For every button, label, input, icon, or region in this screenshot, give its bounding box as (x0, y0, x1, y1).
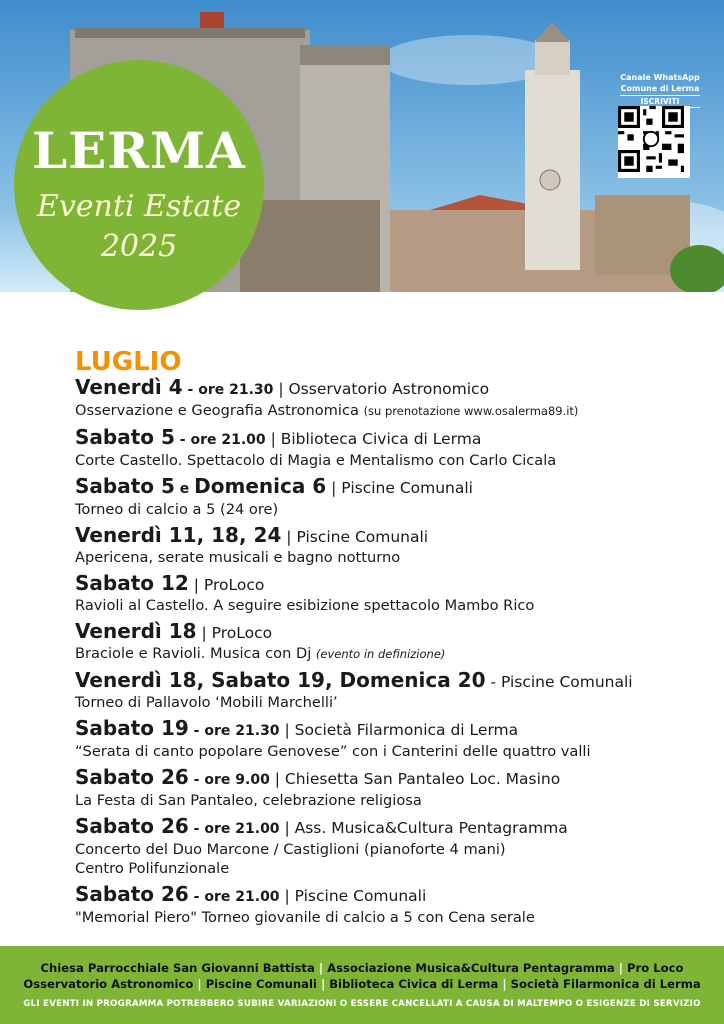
event-item (75, 524, 715, 567)
footer-line-1: Chiesa Parrocchiale San Giovanni Battista | Associazione Musica&Cultura Pentagramma | Pro Loco (40, 961, 684, 975)
event-desc: Braciole e Ravioli. Musica con Dj (75, 645, 316, 662)
whatsapp-label (610, 72, 710, 108)
event-day: Sabato 12 (75, 571, 189, 595)
event-day: Sabato 5 (75, 474, 175, 498)
title-badge (14, 60, 264, 310)
events-list (75, 348, 715, 932)
event-day: Sabato 26 (75, 882, 189, 906)
qr-code-icon (618, 106, 684, 172)
event-desc: Ravioli al Castello. A seguire esibizione spettacolo Mambo Rico (75, 597, 535, 614)
event-day: Venerdì 18 (75, 619, 197, 643)
whatsapp-line1: Canale WhatsApp (620, 73, 700, 82)
event-desc: Concerto del Duo Marcone / Castiglioni (pianoforte 4 mani) (75, 841, 506, 858)
event-item (75, 376, 715, 421)
event-place: | Piscine Comunali (279, 887, 427, 905)
event-desc: Corte Castello. Spettacolo di Magia e Mentalismo con Carlo Cicala (75, 452, 557, 469)
event-time: - ore 21.30 (188, 723, 280, 739)
partner-name: Piscine Comunali (205, 977, 317, 991)
event-place: | Ass. Musica&Cultura Pentagramma (279, 819, 568, 837)
event-day: Venerdì 11, 18, 24 (75, 523, 282, 547)
footer-disclaimer: GLI EVENTI IN PROGRAMMA POTREBBERO SUBIRE VARIAZIONI O ESSERE CANCELLATI A CAUSA DI MALTEMPO O ESIGENZE DI SERVIZIO (23, 999, 701, 1009)
month-heading: LUGLIO (75, 347, 182, 377)
event-note: (su prenotazione www.osalerma89.it) (363, 404, 579, 418)
event-desc: Osservazione e Geografia Astronomica (75, 402, 364, 419)
badge-subtitle: Eventi Estate (36, 189, 242, 224)
event-desc-2: Centro Polifunzionale (75, 860, 230, 877)
event-place: | ProLoco (188, 576, 265, 594)
event-desc: Torneo di calcio a 5 (24 ore) (75, 501, 279, 518)
event-item (75, 815, 715, 878)
event-item (75, 717, 715, 761)
event-day: Sabato 19 (75, 716, 189, 740)
event-item (75, 620, 715, 664)
partner-name: Società Filarmonica di Lerma (510, 977, 701, 991)
event-item (75, 669, 715, 712)
event-time: - ore 21.00 (174, 432, 266, 448)
event-place: | Piscine Comunali (281, 528, 429, 546)
event-time: - ore 21.00 (188, 821, 280, 837)
event-item (75, 426, 715, 470)
event-time: - ore 9.00 (188, 772, 270, 788)
event-item (75, 475, 715, 519)
event-place: | Biblioteca Civica di Lerma (265, 430, 482, 448)
event-day: Sabato 26 (75, 765, 189, 789)
event-desc: “Serata di canto popolare Genovese” con i Canterini delle quattro valli (75, 743, 591, 760)
partner-name: Associazione Musica&Cultura Pentagramma (327, 961, 615, 975)
event-item (75, 883, 715, 927)
badge-title: LERMA (32, 121, 246, 180)
event-conjunction: e (174, 481, 195, 497)
event-time: - ore 21.00 (188, 889, 280, 905)
whatsapp-cta: ISCRIVITI (620, 95, 700, 108)
partner-name: Osservatorio Astronomico (23, 977, 194, 991)
partner-name: Pro Loco (627, 961, 684, 975)
event-day: Sabato 26 (75, 814, 189, 838)
event-place: | Società Filarmonica di Lerma (279, 721, 519, 739)
event-place: | Chiesetta San Pantaleo Loc. Masino (269, 770, 561, 788)
event-day: Venerdì 4 (75, 375, 183, 399)
whatsapp-qr-code[interactable] (618, 106, 690, 178)
event-day-2: Domenica 6 (194, 474, 327, 498)
event-desc: Torneo di Pallavolo ‘Mobili Marchelli’ (75, 694, 338, 711)
hero-illustration (0, 0, 724, 320)
footer-partners (0, 946, 724, 1024)
event-desc: La Festa di San Pantaleo, celebrazione religiosa (75, 792, 422, 809)
event-note: (evento in definizione) (315, 647, 446, 661)
event-place: | Osservatorio Astronomico (273, 380, 490, 398)
event-day: Sabato 5 (75, 425, 175, 449)
event-place: - Piscine Comunali (485, 673, 633, 691)
event-place: | Piscine Comunali (326, 479, 473, 497)
partner-name: Chiesa Parrocchiale San Giovanni Battista (40, 961, 315, 975)
event-desc: "Memorial Piero" Torneo giovanile di calcio a 5 con Cena serale (75, 909, 535, 926)
event-item (75, 572, 715, 615)
footer-line-2: Osservatorio Astronomico | Piscine Comunali | Biblioteca Civica di Lerma | Società Filarmonica di Lerma (23, 977, 701, 991)
whatsapp-line2: Comune di Lerma (620, 84, 700, 93)
event-day: Venerdì 18, Sabato 19, Domenica 20 (75, 668, 486, 692)
partner-name: Biblioteca Civica di Lerma (329, 977, 499, 991)
event-time: - ore 21.30 (182, 382, 274, 398)
event-item (75, 766, 715, 810)
event-place: | ProLoco (196, 624, 273, 642)
badge-year: 2025 (100, 229, 178, 264)
event-desc: Apericena, serate musicali e bagno notturno (75, 549, 401, 566)
